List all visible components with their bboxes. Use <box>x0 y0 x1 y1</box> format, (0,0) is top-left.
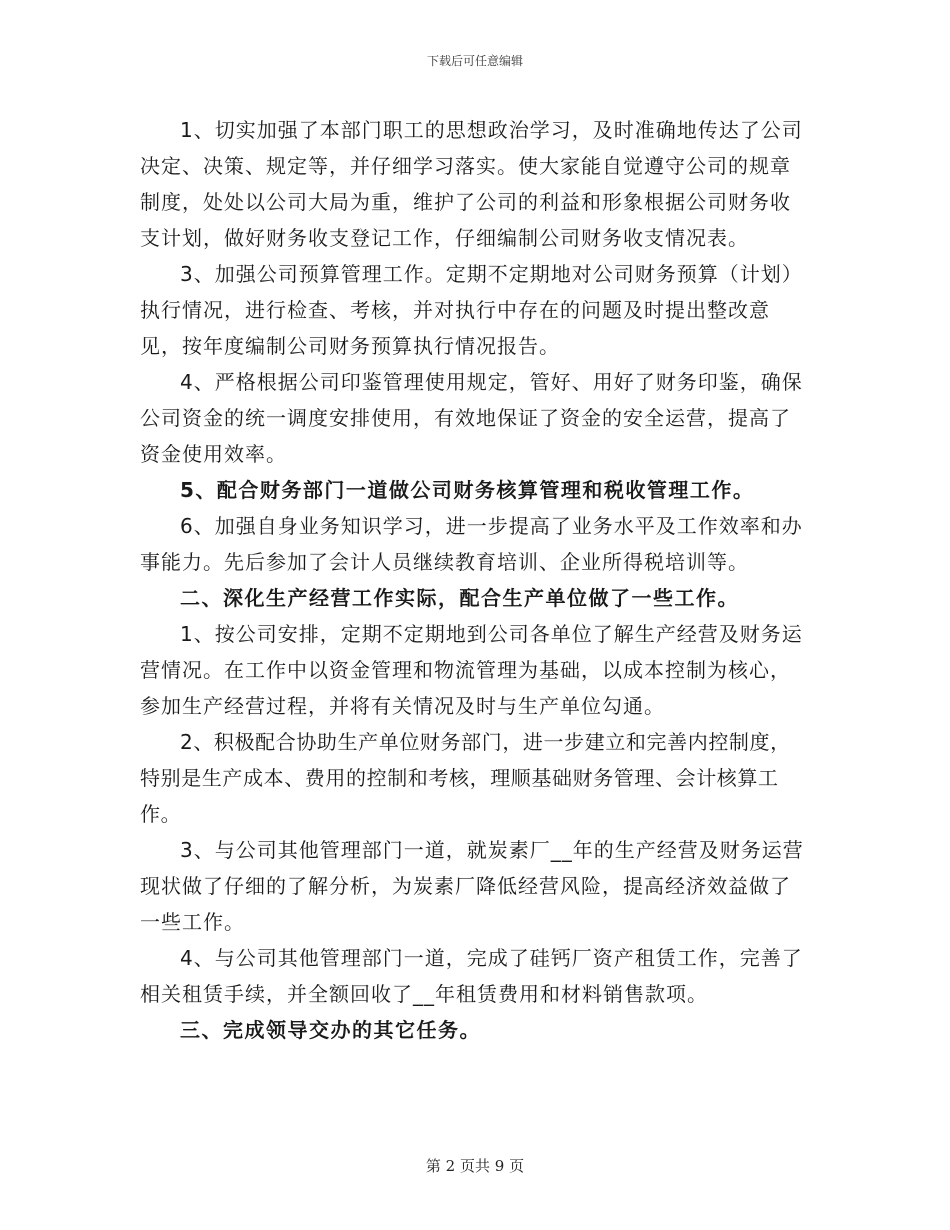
paragraph-section2-item-3: 3、与公司其他管理部门一道，就炭素厂__年的生产经营及财务运营现状做了仔细的了解分析，为炭素厂降低经营风险，提高经济效益做了一些工作。 <box>140 838 804 934</box>
paragraph-item-5-heading: 5、配合财务部门一道做公司财务核算管理和税收管理工作。 <box>180 478 755 502</box>
paragraph-section2-item-4: 4、与公司其他管理部门一道，完成了硅钙厂资产租赁工作，完善了相关租赁手续，并全额回收了__年租赁费用和材料销售款项。 <box>140 946 803 1006</box>
paragraph-item-3: 3、加强公司预算管理工作。定期不定期地对公司财务预算（计划）执行情况，进行检查、考核，并对执行中存在的问题及时提出整改意见，按年度编制公司财务预算执行情况报告。 <box>140 262 803 358</box>
paragraph-item-4: 4、严格根据公司印鉴管理使用规定，管好、用好了财务印鉴，确保公司资金的统一调度安排使用，有效地保证了资金的安全运营，提高了资金使用效率。 <box>140 370 803 466</box>
paragraph-section2-item-2: 2、积极配合协助生产单位财务部门，进一步建立和完善内控制度，特别是生产成本、费用的控制和考核，理顺基础财务管理、会计核算工作。 <box>140 730 791 826</box>
section-heading-2: 二、深化生产经营工作实际，配合生产单位做了一些工作。 <box>180 586 739 610</box>
paragraph-section2-item-1: 1、按公司安排，定期不定期地到公司各单位了解生产经营及财务运营情况。在工作中以资金管理和物流管理为基础，以成本控制为核心，参加生产经营过程，并将有关情况及时与生产单位勾通。 <box>140 622 803 718</box>
page-footer: 第 2 页共 9 页 <box>425 1157 525 1175</box>
section-heading-3: 三、完成领导交办的其它任务。 <box>180 1018 481 1042</box>
paragraph-item-6: 6、加强自身业务知识学习，进一步提高了业务水平及工作效率和办事能力。先后参加了会计人员继续教育培训、企业所得税培训等。 <box>140 514 803 574</box>
paragraph-item-1: 1、切实加强了本部门职工的思想政治学习，及时准确地传达了公司决定、决策、规定等，并仔细学习落实。使大家能自觉遵守公司的规章制度，处处以公司大局为重，维护了公司的利益和形象根据公司财务收支计划，做好财务收支登记工作，仔细编制公司财务收支情况表。 <box>140 118 803 250</box>
page-header: 下载后可任意编辑 <box>426 54 523 68</box>
document-body <box>140 112 808 1048</box>
